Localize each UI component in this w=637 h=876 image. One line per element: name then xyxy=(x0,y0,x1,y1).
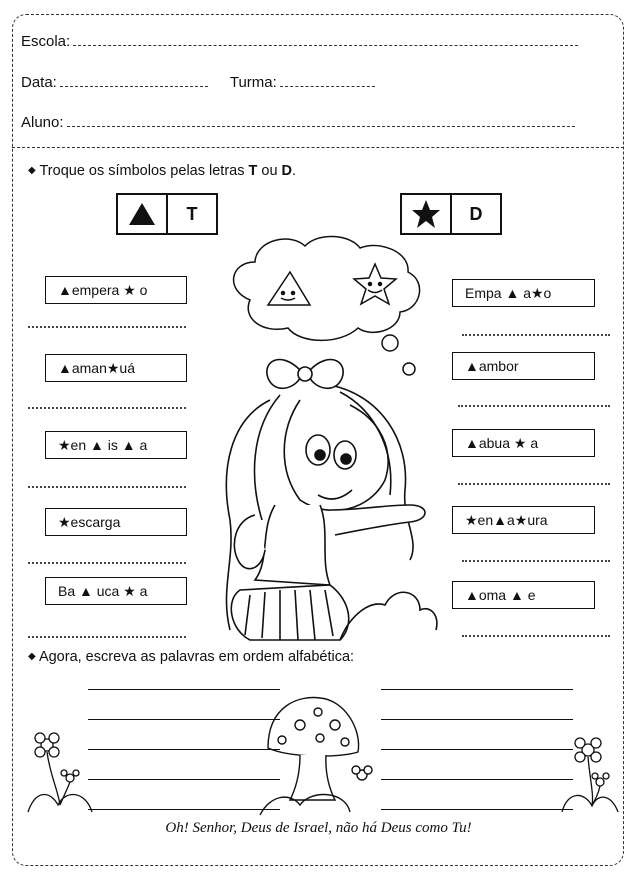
answer-line-left-1[interactable] xyxy=(28,326,186,328)
instruction-1-letter-d: D xyxy=(281,163,293,179)
answer-line-right-1[interactable] xyxy=(462,334,610,336)
student-label: Aluno: xyxy=(21,114,64,131)
write-line-left-1[interactable] xyxy=(88,689,280,690)
word-box-left-4: ★escarga xyxy=(45,508,187,536)
left-flowers-illustration xyxy=(28,733,92,812)
word-box-left-3: ★en ▲ is ▲ a xyxy=(45,431,187,459)
mushroom-illustration xyxy=(260,698,372,815)
word-box-left-5: Ba ▲ uca ★ a xyxy=(45,577,187,605)
word-box-left-1: ▲empera ★ o xyxy=(45,276,187,304)
answer-line-right-3[interactable] xyxy=(458,483,610,485)
write-line-left-5[interactable] xyxy=(88,809,280,810)
word-box-right-4: ★en▲a★ura xyxy=(452,506,595,534)
instruction-1-mid: ou xyxy=(257,163,282,179)
instruction-1-letter-t: T xyxy=(248,163,258,179)
bullet-icon: ◆ xyxy=(28,165,36,176)
class-label: Turma: xyxy=(229,74,277,91)
thought-cloud xyxy=(234,236,420,340)
write-line-right-2[interactable] xyxy=(381,719,573,720)
word-box-left-2: ▲aman★uá xyxy=(45,354,187,382)
word-box-right-3: ▲abua ★ a xyxy=(452,429,595,457)
instruction-2-text: Agora, escreva as palavras em ordem alfabética: xyxy=(38,649,355,665)
write-line-left-2[interactable] xyxy=(88,719,280,720)
legend-letter-d: D xyxy=(450,195,500,233)
answer-line-right-2[interactable] xyxy=(458,405,610,407)
instruction-1-end: . xyxy=(292,163,297,179)
write-line-left-4[interactable] xyxy=(88,779,280,780)
answer-line-left-3[interactable] xyxy=(28,486,186,488)
answer-line-left-4[interactable] xyxy=(28,562,186,564)
word-box-right-2: ▲ambor xyxy=(452,352,595,380)
word-box-right-5: ▲oma ▲ e xyxy=(452,581,595,609)
answer-line-left-5[interactable] xyxy=(28,636,186,638)
write-line-right-3[interactable] xyxy=(381,749,573,750)
instruction-1-prefix: Troque os símbolos pelas letras xyxy=(39,163,249,179)
school-label: Escola: xyxy=(21,33,71,50)
write-line-right-5[interactable] xyxy=(381,809,573,810)
answer-line-right-5[interactable] xyxy=(462,635,610,637)
bullet-icon: ◆ xyxy=(28,651,36,662)
write-line-right-4[interactable] xyxy=(381,779,573,780)
write-line-right-1[interactable] xyxy=(381,689,573,690)
instruction-2 xyxy=(28,649,354,665)
date-label: Data: xyxy=(21,74,57,91)
write-line-left-3[interactable] xyxy=(88,749,280,750)
word-box-right-1: Empa ▲ a★o xyxy=(452,279,595,307)
footer-verse: Oh! Senhor, Deus de Israel, não há Deus como Tu! xyxy=(165,820,472,836)
answer-line-right-4[interactable] xyxy=(462,560,610,562)
legend-letter-t: T xyxy=(166,195,216,233)
answer-line-left-2[interactable] xyxy=(28,407,186,409)
